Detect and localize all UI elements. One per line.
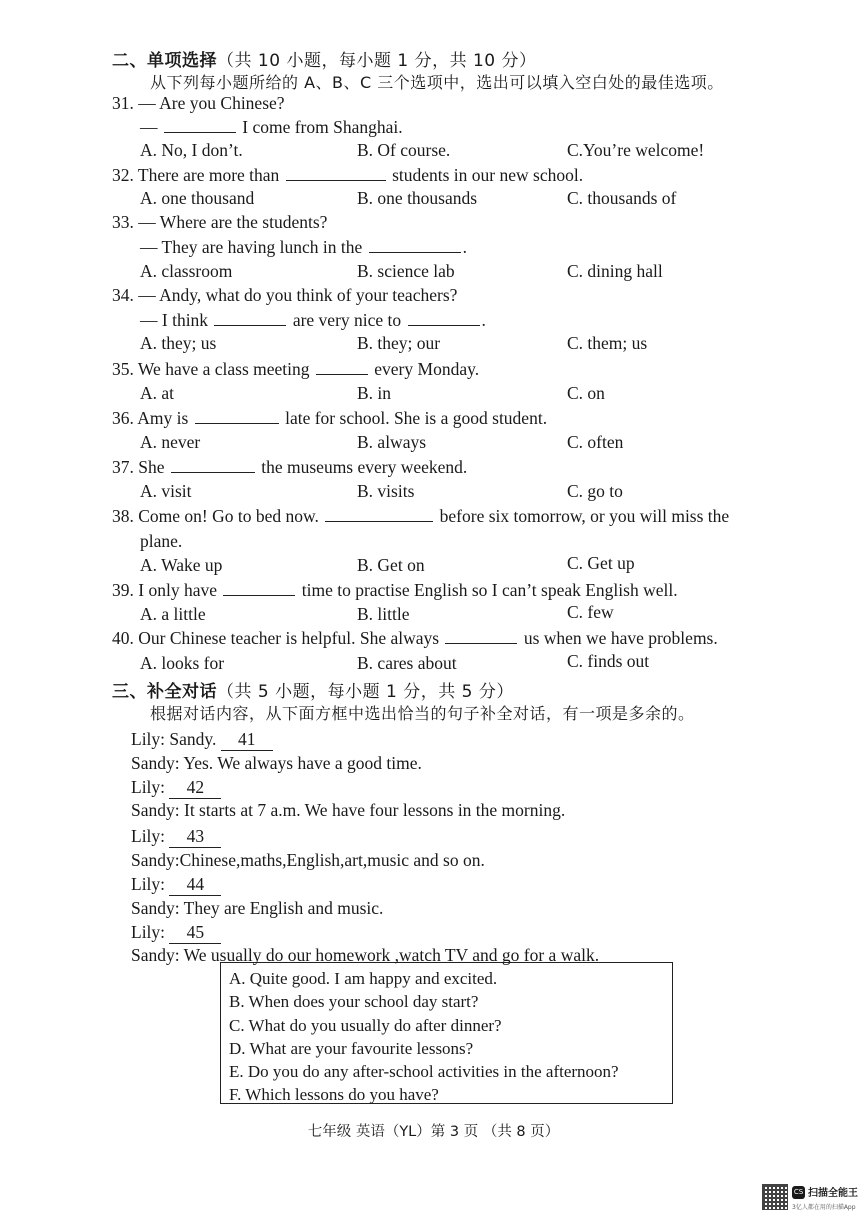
q39-stem (112, 579, 678, 601)
q36-post: late for school. She is a good student. (285, 408, 548, 428)
q33-reply: — They are having lunch in the (140, 237, 363, 257)
q39-option-c: C. few (567, 602, 614, 622)
q34-pre: — I think (140, 310, 209, 330)
q31-reply: I come from Shanghai. (242, 117, 403, 137)
box-option-f: F. Which lessons do you have? (229, 1085, 439, 1104)
dialogue-speaker: Lily: (131, 922, 166, 942)
q36-option-a: A. never (140, 432, 201, 452)
q35-pre: 35. We have a class meeting (112, 359, 310, 379)
q34-blank-2 (408, 309, 480, 326)
q32-blank (286, 164, 386, 181)
q31-option-b: B. Of course. (357, 140, 451, 160)
q37-option-b: B. visits (357, 481, 415, 501)
q38-option-b: B. Get on (357, 555, 425, 575)
q40-option-a: A. looks for (140, 653, 225, 673)
q40-option-c: C. finds out (567, 651, 650, 671)
q38-post: before six tomorrow, or you will miss the (439, 506, 730, 526)
q40-post: us when we have problems. (523, 628, 718, 648)
dialogue-line-10: Sandy: We usually do our homework ,watch TV and go for a walk. (131, 945, 600, 965)
q37-option-a: A. visit (140, 481, 192, 501)
box-option-c: C. What do you usually do after dinner? (229, 1016, 502, 1035)
dialogue-speaker: Lily: (131, 874, 166, 894)
q40-pre: 40. Our Chinese teacher is helpful. She always (112, 628, 440, 648)
scanner-app-name: 扫描全能王 (808, 1188, 858, 1199)
dialogue-line-3 (131, 777, 221, 799)
q36-pre: 36. Amy is (112, 408, 189, 428)
dialogue-blank-42: 42 (169, 777, 221, 799)
q39-blank (223, 579, 295, 596)
box-option-d: D. What are your favourite lessons? (229, 1039, 474, 1058)
q37-stem (112, 456, 467, 478)
dialogue-speaker: Lily: (131, 826, 166, 846)
box-option-e: E. Do you do any after-school activities in the afternoon? (229, 1062, 619, 1081)
q38-continuation: plane. (140, 531, 183, 551)
dialogue-blank-43: 43 (169, 826, 221, 848)
q33-option-c: C. dining hall (567, 261, 663, 281)
dialogue-line-9 (131, 922, 221, 944)
q40-blank (445, 627, 517, 644)
page-footer: 七年级 英语（YL）第 3 页 （共 8 页） (307, 1124, 560, 1140)
scanner-tagline: 3亿人都在用的扫描App (792, 1204, 856, 1211)
q34-period: . (481, 310, 486, 330)
q35-stem (112, 358, 479, 380)
q38-stem (112, 505, 729, 527)
dialogue-line-7 (131, 874, 221, 896)
q40-stem (112, 627, 718, 649)
q34-option-a: A. they; us (140, 333, 217, 353)
q35-option-a: A. at (140, 383, 175, 403)
q33-line2 (140, 236, 467, 258)
q33-stem: 33. — Where are the students? (112, 212, 328, 232)
q39-pre: 39. I only have (112, 580, 217, 600)
q33-option-b: B. science lab (357, 261, 455, 281)
q33-option-a: A. classroom (140, 261, 233, 281)
q32-stem (112, 164, 583, 186)
dialogue-blank-45: 45 (169, 922, 221, 944)
dialogue-speaker: Lily: (131, 777, 166, 797)
q33-blank (369, 236, 461, 253)
box-option-b: B. When does your school day start? (229, 992, 479, 1011)
q31-line2 (140, 116, 403, 138)
section-2-title (112, 46, 537, 71)
dialogue-blank-41: 41 (221, 729, 273, 751)
q35-option-c: C. on (567, 383, 605, 403)
dialogue-line-2: Sandy: Yes. We always have a good time. (131, 753, 422, 773)
q38-option-c: C. Get up (567, 553, 635, 573)
q38-option-a: A. Wake up (140, 555, 223, 575)
section-3-note: （共 5 小题，每小题 1 分，共 5 分） (217, 682, 514, 702)
q36-blank (195, 407, 279, 424)
q36-option-c: C. often (567, 432, 624, 452)
dialogue-line-1 (131, 729, 273, 751)
q35-option-b: B. in (357, 383, 392, 403)
dialogue-line-5 (131, 826, 221, 848)
q40-option-b: B. cares about (357, 653, 457, 673)
dialogue-blank-44: 44 (169, 874, 221, 896)
camscanner-logo-icon: CS (792, 1186, 805, 1199)
q34-option-b: B. they; our (357, 333, 441, 353)
q32-option-b: B. one thousands (357, 188, 478, 208)
q32-post: students in our new school. (392, 165, 584, 185)
q37-post: the museums every weekend. (261, 457, 468, 477)
q34-mid: are very nice to (292, 310, 402, 330)
q38-blank (325, 505, 433, 522)
q35-blank (316, 358, 368, 375)
qr-code-icon (762, 1184, 788, 1210)
q31-option-c: C.You’re welcome! (567, 140, 705, 160)
q32-option-c: C. thousands of (567, 188, 677, 208)
q31-dash: — (140, 117, 158, 137)
section-3-title (112, 677, 514, 702)
q34-stem: 34. — Andy, what do you think of your teachers? (112, 285, 458, 305)
section-2-instruction: 从下列每小题所给的 A、B、C 三个选项中，选出可以填入空白处的最佳选项。 (150, 73, 724, 92)
q34-option-c: C. them; us (567, 333, 648, 353)
q32-option-a: A. one thousand (140, 188, 255, 208)
q39-post: time to practise English so I can’t speak English well. (301, 580, 678, 600)
q33-period: . (462, 237, 468, 257)
q36-option-b: B. always (357, 432, 427, 452)
dialogue-line-8: Sandy: They are English and music. (131, 898, 384, 918)
q38-pre: 38. Come on! Go to bed now. (112, 506, 319, 526)
q31-blank (164, 116, 236, 133)
q36-stem (112, 407, 547, 429)
dialogue-line-6: Sandy:Chinese,maths,English,art,music and so on. (131, 850, 485, 870)
section-2-note: （共 10 小题，每小题 1 分，共 10 分） (217, 51, 537, 71)
dialogue-speaker: Lily: Sandy. (131, 729, 217, 749)
q31-stem: 31. — Are you Chinese? (112, 93, 285, 113)
section-3-instruction: 根据对话内容，从下面方框中选出恰当的句子补全对话，有一项是多余的。 (150, 704, 695, 723)
q32-pre: 32. There are more than (112, 165, 280, 185)
q34-line2 (140, 309, 486, 331)
q37-option-c: C. go to (567, 481, 623, 501)
q37-blank (171, 456, 255, 473)
box-option-a: A. Quite good. I am happy and excited. (229, 969, 498, 988)
q39-option-a: A. a little (140, 604, 206, 624)
q34-blank-1 (214, 309, 286, 326)
section-3-heading: 三、补全对话 (112, 682, 217, 702)
options-box (220, 962, 673, 1104)
q35-post: every Monday. (374, 359, 480, 379)
q39-option-b: B. little (357, 604, 410, 624)
section-2-heading: 二、单项选择 (112, 51, 217, 71)
q31-option-a: A. No, I don’t. (140, 140, 243, 160)
q37-pre: 37. She (112, 457, 165, 477)
dialogue-line-4: Sandy: It starts at 7 a.m. We have four lessons in the morning. (131, 800, 566, 820)
